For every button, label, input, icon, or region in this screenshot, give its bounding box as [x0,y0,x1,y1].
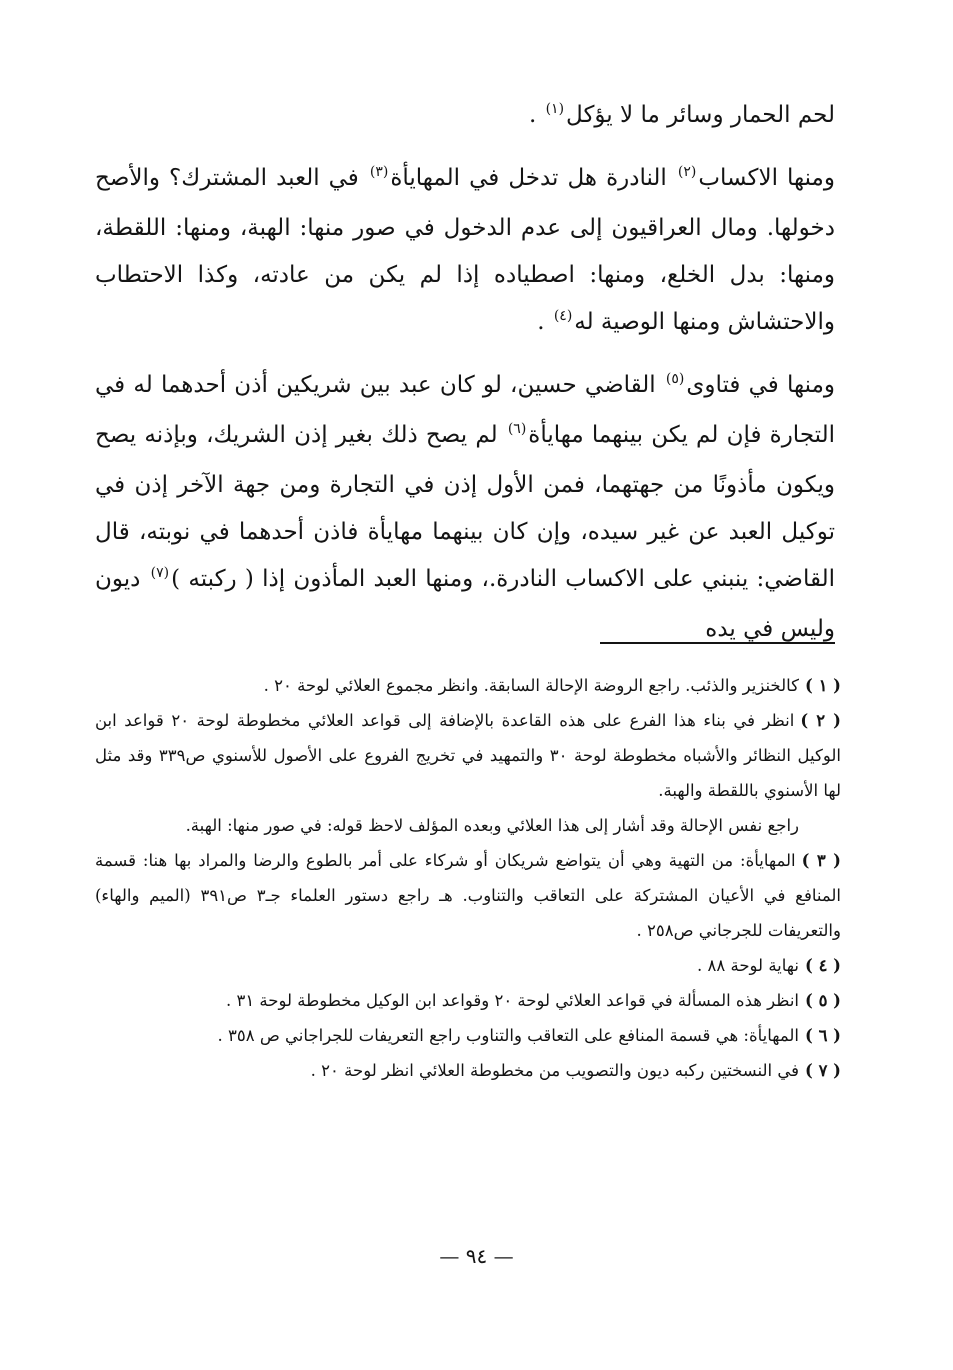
footnote-ref[interactable]: (٧) [150,565,170,581]
text-segment: . [528,102,544,128]
footnote-2-continuation [95,808,841,843]
footnote-text: راجع نفس الإحالة وقد أشار إلى هذا العلائي وبعده المؤلف لاحظ قوله: في صور منها: الهبة. [185,816,799,835]
footnote-number: ( ٢ ) [800,711,841,730]
footnote-text: المهايأة: من التهية وهي أن يتواضع شريكان أو شركاء على أمر بالطوع والرضا والمراد بها هنا: قسمة المنافع في الأعيان المشتركة على التعاقب والتناوب. هـ راجع دستور العلماء جـ٣ ص٣٩١ (الميم والهاء) والتعريفات للجرجاني ص٢٥٨ . [95,851,842,940]
footnote-ref[interactable]: (٢) [677,164,697,180]
footnote-ref[interactable]: (٤) [553,308,573,324]
text-segment: القاضي حسين، لو كان عبد بين شريكين أذن أحدهما له في التجارة فإن لم يكن بينهما مهايأة [95,372,835,448]
footnote-5 [95,983,841,1018]
footnote-6 [95,1018,841,1053]
page-number: — ٩٤ — [439,1244,514,1268]
main-text [95,92,835,653]
footnote-number: ( ٦ ) [805,1026,841,1045]
footnote-text: انظر هذه المسألة في قواعد العلائي لوحة ٢٠ وقواعد ابن الوكيل مخطوطة لوحة ٣١ . [225,991,799,1010]
footnote-7 [95,1053,841,1088]
footnote-3 [95,843,841,948]
footnote-text: نهاية لوحة ٨٨ . [697,956,799,975]
paragraph-2 [95,155,835,349]
text-segment: . [537,309,552,335]
footnote-1 [95,668,841,703]
footnote-text: انظر في بناء هذا الفرع على هذه القاعدة بالإضافة إلى قواعد العلائي مخطوطة لوحة ٢٠ قواعد ابن الوكيل النظائر والأشباه مخطوطة لوحة ٣٠ والتمهيد في تخريج الفروع على الأصول للأسنوي ص٣٣٩ وقد مثل لها الأسنوي باللقطة والهبة. [95,711,841,800]
paragraph-1 [95,92,835,142]
text-segment: ومنها في فتاوى [686,372,835,398]
footnote-divider [600,642,835,644]
text-segment: لم يصح ذلك بغير إذن الشريك، وبإذنه يصح ويكون مأذونًا من جهتهما، فمن الأول إذن في التجارة ومن جهة الآخر إذن في توكيل العبد عن غير سيده، وإن كان بينهما مهايأة فاذن أحدهما في نوبته، قال القاضي: ينبني على الاكساب النادرة.، ومنها العبد المأذون إذا ( ركبته ) [95,422,836,592]
footnote-4 [95,948,841,983]
footnote-ref[interactable]: (٣) [369,164,389,180]
footnote-ref[interactable]: (٦) [507,421,527,437]
footnote-text: المهايأة: هي قسمة المنافع على التعاقب والتناوب راجع التعريفات للجراجاني ص ٣٥٨ . [217,1026,799,1045]
footnotes [95,668,841,1088]
footnote-text: كالخنزير والذئب. راجع الروضة الإحالة السابقة. وانظر مجموع العلائي لوحة ٢٠ . [263,676,799,695]
text-segment: في العبد المشترك؟ والأصح دخولها. ومال العراقيون إلى عدم الدخول في صور منها: الهبة، ومنها: اللقطة، ومنها: بدل الخلع، ومنها: اصطياده إذا لم يكن من عادته، وكذا الاحتطاب والاحتشاش ومنها الوصية له [95,165,835,335]
footnote-number: ( ١ ) [805,676,841,695]
text-segment: لحم الحمار وسائر ما لا يؤكل [566,102,835,128]
text-segment: ديون وليس في يده [95,566,835,642]
footnote-number: ( ٥ ) [805,991,841,1010]
footnote-number: ( ٧ ) [805,1061,841,1080]
footnote-ref[interactable]: (١) [545,101,565,117]
footnote-number: ( ٤ ) [805,956,841,975]
footnote-2 [95,703,841,808]
footnote-ref[interactable]: (٥) [665,371,685,387]
footnote-text: في النسختين ركبه ديون والتصويب من مخطوطة العلائي انظر لوحة ٢٠ . [310,1061,799,1080]
text-segment: النادرة هل تدخل في المهايأة [390,165,676,191]
text-segment: ومنها الاكساب [698,165,835,191]
footnote-number: ( ٣ ) [801,851,841,870]
paragraph-3 [95,362,835,653]
